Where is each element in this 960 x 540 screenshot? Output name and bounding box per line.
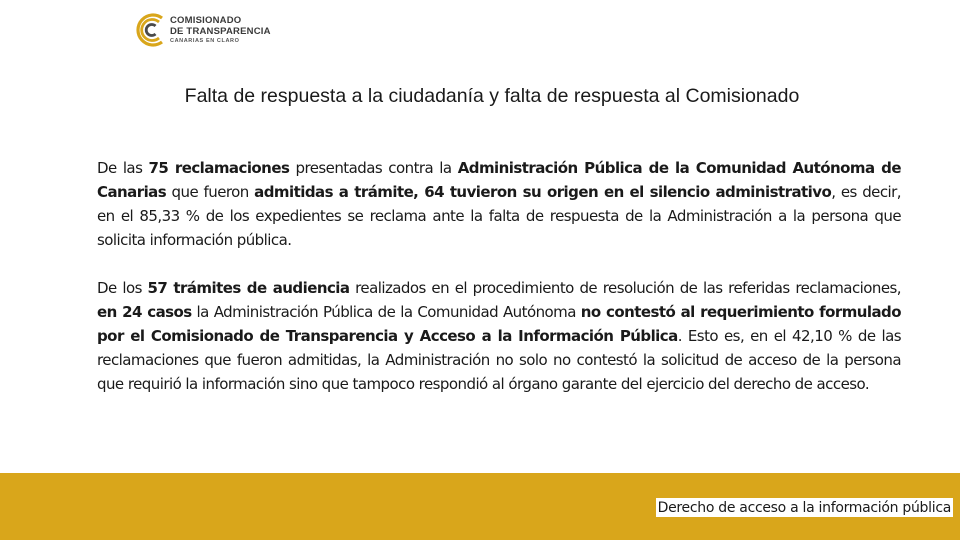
p1-bold-2: Administración Pública de la Comunidad Autónoma de Canarias — [97, 159, 901, 201]
p1-text-4: , es decir, en el 85,33 % de los expedientes se reclama ante la falta de respuesta de la Administración a la persona que solicita información pública. — [97, 183, 901, 249]
logo-line-1: COMISIONADO — [170, 15, 242, 26]
p1-bold-3: admitidas a trámite, 64 tuvieron su origen en el silencio administrativo — [254, 183, 832, 201]
logo-tagline: CANARIAS EN CLARO — [170, 38, 240, 44]
logo — [134, 12, 284, 52]
page-title: Falta de respuesta a la ciudadanía y falta de respuesta al Comisionado — [184, 85, 800, 107]
p2-bold-2: en 24 casos — [97, 303, 192, 321]
p1-text-2: presentadas contra la — [289, 159, 458, 177]
p2-bold-3: no contestó al requerimiento formulado por el Comisionado de Transparencia y Acceso a la Información Pública — [97, 303, 902, 345]
p1-text-3: que fueron — [166, 183, 255, 201]
p2-text-2: realizados en el procedimiento de resolución de las referidas reclamaciones, — [349, 279, 902, 297]
logo-line-2: DE TRANSPARENCIA — [170, 26, 271, 37]
p2-bold-1: 57 trámites de audiencia — [147, 279, 350, 297]
p1-text-1: De las — [97, 159, 149, 177]
p1-bold-1: 75 reclamaciones — [148, 159, 290, 177]
p2-text-3: la Administración Pública de la Comunidad Autónoma — [191, 303, 581, 321]
p2-text-4: . Esto es, en el 42,10 % de las reclamaciones que fueron admitidas, la Administración no solo no contestó la solicitud de acceso de la persona que requirió la información sino que tampoco respondió al órgano garante del ejercicio del derecho de acceso. — [97, 327, 901, 393]
logo-c-rings-icon — [134, 12, 168, 48]
paragraph-reclamaciones — [97, 156, 901, 252]
footer-label: Derecho de acceso a la información pública — [657, 500, 951, 516]
footer-bar — [0, 473, 960, 540]
paragraph-tramites-audiencia — [97, 276, 901, 396]
p2-text-1: De los — [97, 279, 148, 297]
